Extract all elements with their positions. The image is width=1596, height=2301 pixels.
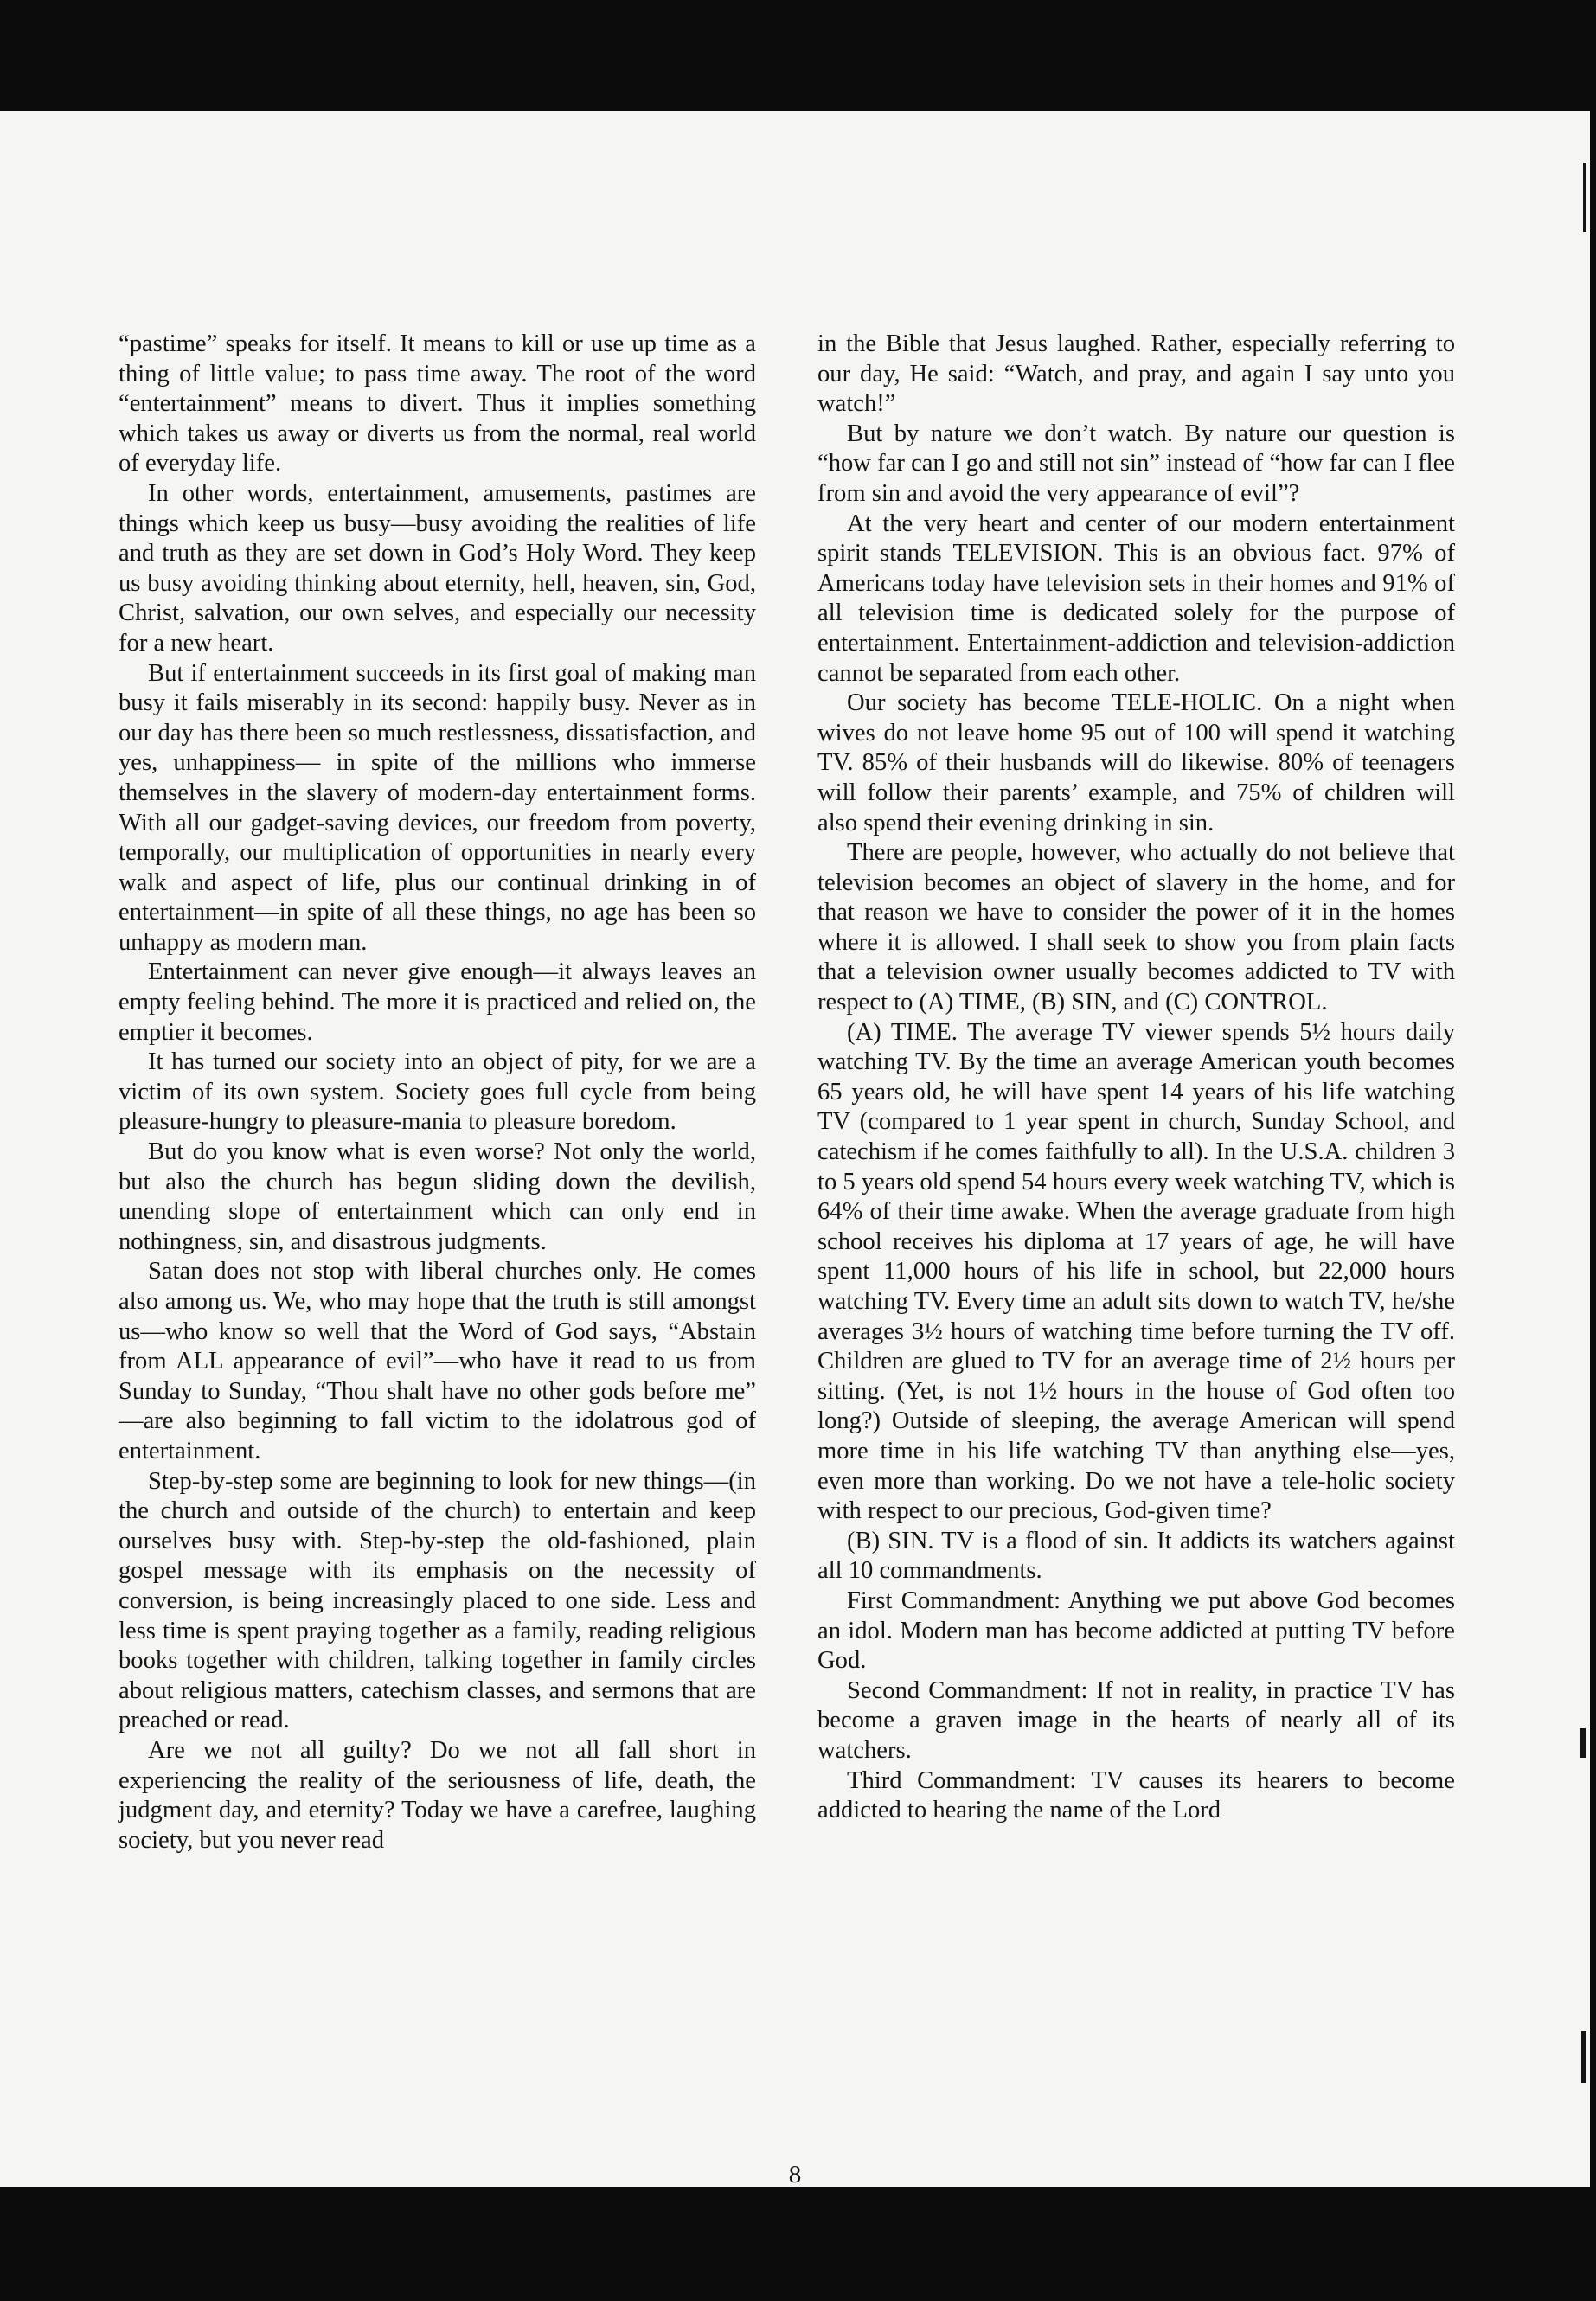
paragraph: Step-by-step some are beginning to look for new things—(in the church and outside of the church) to entertain and keep ourselves busy with. Step-by-step the old-fashioned, plain gospel message with its emphasis on the necessity of conversion, is being increasingly placed to one side. Less and less time is spent praying together as a family, reading religious books together with children, talking together in family circles about religious matters, catechism classes, and sermons that are preached or read. — [119, 1467, 756, 1734]
left-column — [119, 330, 756, 1856]
paragraph: But if entertainment succeeds in its first goal of making man busy it fails miserably in its second: happily busy. Never as in our day has there been so much restlessness, dissatisfaction, and yes, unhappiness— in spite of the millions who immerse themselves in the slavery of modern-day entertainment forms. With all our gadget-saving devices, our freedom from poverty, temporally, our multiplication of opportunities in nearly every walk and aspect of life, plus our continual drinking in of entertainment—in spite of all these things, no age has been so unhappy as modern man. — [119, 659, 756, 956]
page-number: 8 — [788, 2161, 802, 2189]
paragraph: In other words, entertainment, amusements, pastimes are things which keep us busy—busy avoiding the realities of life and truth as they are set down in God’s Holy Word. They keep us busy avoiding thinking about eternity, hell, heaven, sin, God, Christ, salvation, our own selves, and especially our necessity for a new heart. — [119, 479, 756, 657]
paragraph: But by nature we don’t watch. By nature our question is “how far can I go and still not sin” instead of “how far can I flee from sin and avoid the very appearance of evil”? — [817, 420, 1455, 507]
paragraph: It has turned our society into an object of pity, for we are a victim of its own system. Society goes full cycle from being pleasure-hungry to pleasure-mania to pleasure boredom. — [119, 1048, 756, 1136]
paragraph: Are we not all guilty? Do we not all fall short in experiencing the reality of the seriousness of life, death, the judgment day, and eternity? Today we have a carefree, laughing society, but you never read — [119, 1736, 756, 1854]
paragraph: Second Commandment: If not in reality, in practice TV has become a graven image in the hearts of nearly all of its watchers. — [817, 1676, 1455, 1764]
paragraph: Our society has become TELE-HOLIC. On a night when wives do not leave home 95 out of 100 will spend it watching TV. 85% of their husbands will do likewise. 80% of teenagers will follow their parents’ example, and 75% of children will also spend their evening drinking in sin. — [817, 689, 1455, 836]
paragraph: “pastime” speaks for itself. It means to kill or use up time as a thing of little value; to pass time away. The root of the word “entertainment” means to divert. Thus it implies something which takes us away or diverts us from the normal, real world of everyday life. — [119, 330, 756, 478]
page-sheet — [0, 111, 1590, 2187]
scan-edge-mark — [1583, 163, 1586, 232]
paragraph: (A) TIME. The average TV viewer spends 5½ hours daily watching TV. By the time an average American youth becomes 65 years old, he will have spent 14 years of his life watching TV (compared to 1 year spent in church, Sunday School, and catechism if he comes faithfully to all). In the U.S.A. children 3 to 5 years old spend 54 hours every week watching TV, which is 64% of their time awake. When the average graduate from high school receives his diploma at 17 years of age, he will have spent 11,000 hours of his life in school, but 22,000 hours watching TV. Every time an adult sits down to watch TV, he/she averages 3½ hours of watching time before turning the TV off. Children are glued to TV for an average time of 2½ hours per sitting. (Yet, is not 1½ hours in the house of God often too long?) Outside of sleeping, the average American will spend more time in his life watching TV than anything else—yes, even more than working. Do we not have a tele-holic society with respect to our precious, God-given time? — [817, 1018, 1455, 1525]
scan-edge-mark — [1580, 1728, 1586, 1758]
paragraph: Satan does not stop with liberal churches only. He comes also among us. We, who may hope that the truth is still amongst us—who know so well that the Word of God says, “Abstain from ALL appearance of evil”—who have it read to us from Sunday to Sunday, “Thou shalt have no other gods before me” —are also beginning to fall victim to the idolatrous god of entertainment. — [119, 1258, 756, 1465]
paragraph: First Commandment: Anything we put above God becomes an idol. Modern man has become addicted at putting TV before God. — [817, 1586, 1455, 1675]
paragraph: At the very heart and center of our modern entertainment spirit stands TELEVISION. This is an obvious fact. 97% of Americans today have television sets in their homes and 91% of all television time is dedicated solely for the purpose of entertainment. Entertainment-addiction and television-addiction cannot be separated from each other. — [817, 510, 1455, 687]
paragraph: Entertainment can never give enough—it always leaves an empty feeling behind. The more it is practiced and relied on, the emptier it becomes. — [119, 958, 756, 1046]
scan-edge-mark — [1581, 2031, 1586, 2083]
paragraph: (B) SIN. TV is a flood of sin. It addicts its watchers against all 10 commandments. — [817, 1527, 1455, 1585]
paragraph: But do you know what is even worse? Not only the world, but also the church has begun sliding down the devilish, unending slope of entertainment which can only end in nothingness, sin, and disastrous judgments. — [119, 1138, 756, 1255]
paragraph: Third Commandment: TV causes its hearers to become addicted to hearing the name of the Lord — [817, 1766, 1455, 1824]
right-column — [817, 330, 1455, 1826]
paragraph: in the Bible that Jesus laughed. Rather, especially referring to our day, He said: “Watch, and pray, and again I say unto you watch!” — [817, 330, 1455, 418]
paragraph: There are people, however, who actually do not believe that television becomes an object of slavery in the home, and for that reason we have to consider the power of it in the homes where it is allowed. I shall seek to show you from plain facts that a television owner usually becomes addicted to TV with respect to (A) TIME, (B) SIN, and (C) CONTROL. — [817, 839, 1455, 1016]
